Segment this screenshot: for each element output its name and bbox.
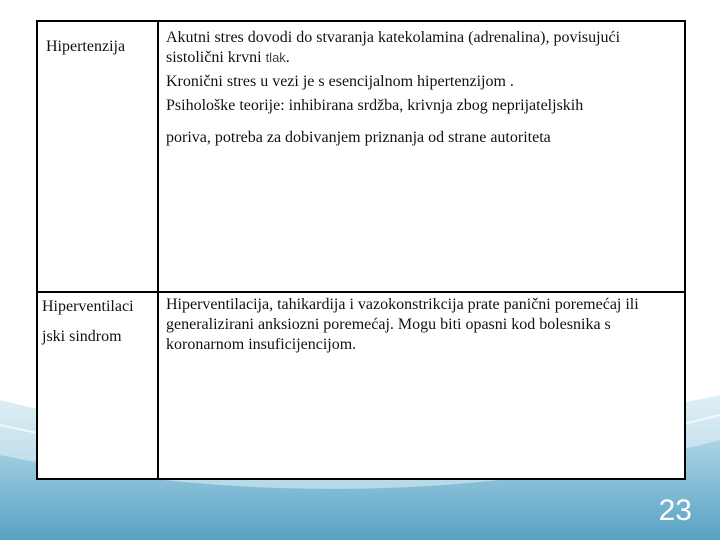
description-line: sistolični krvni tlak. bbox=[166, 49, 290, 66]
term-line: jski sindrom bbox=[42, 328, 122, 345]
description-line: poriva, potreba za dobivanjem priznanja od strane autoriteta bbox=[166, 129, 551, 146]
description-line: Psihološke teorije: inhibirana srdžba, krivnja zbog neprijateljskih bbox=[166, 97, 584, 114]
slide-page-number: 23 bbox=[658, 494, 692, 527]
term-line: Hiperventilaci bbox=[42, 298, 134, 315]
description-line: Akutni stres dovodi do stvaranja katekolamina (adrenalina), povisujući bbox=[166, 29, 621, 46]
table-row-divider bbox=[38, 291, 684, 293]
term-hiperventilacijski-sindrom bbox=[42, 292, 134, 352]
table-column-divider bbox=[157, 22, 159, 478]
description-hipertenzija bbox=[166, 28, 681, 148]
content-table bbox=[36, 20, 686, 480]
description-line: Kronični stres u vezi je s esencijalnom hipertenzijom . bbox=[166, 73, 514, 90]
term-hipertenzija: Hipertenzija bbox=[46, 38, 126, 55]
description-hiperventilacijski-sindrom: Hiperventilacija, tahikardija i vazokonstrikcija prate panični poremećaj ili generalizirani anksiozni poremećaj. Mogu biti opasni kod bolesnika s koronarnom insuficijencijom. bbox=[166, 296, 639, 353]
